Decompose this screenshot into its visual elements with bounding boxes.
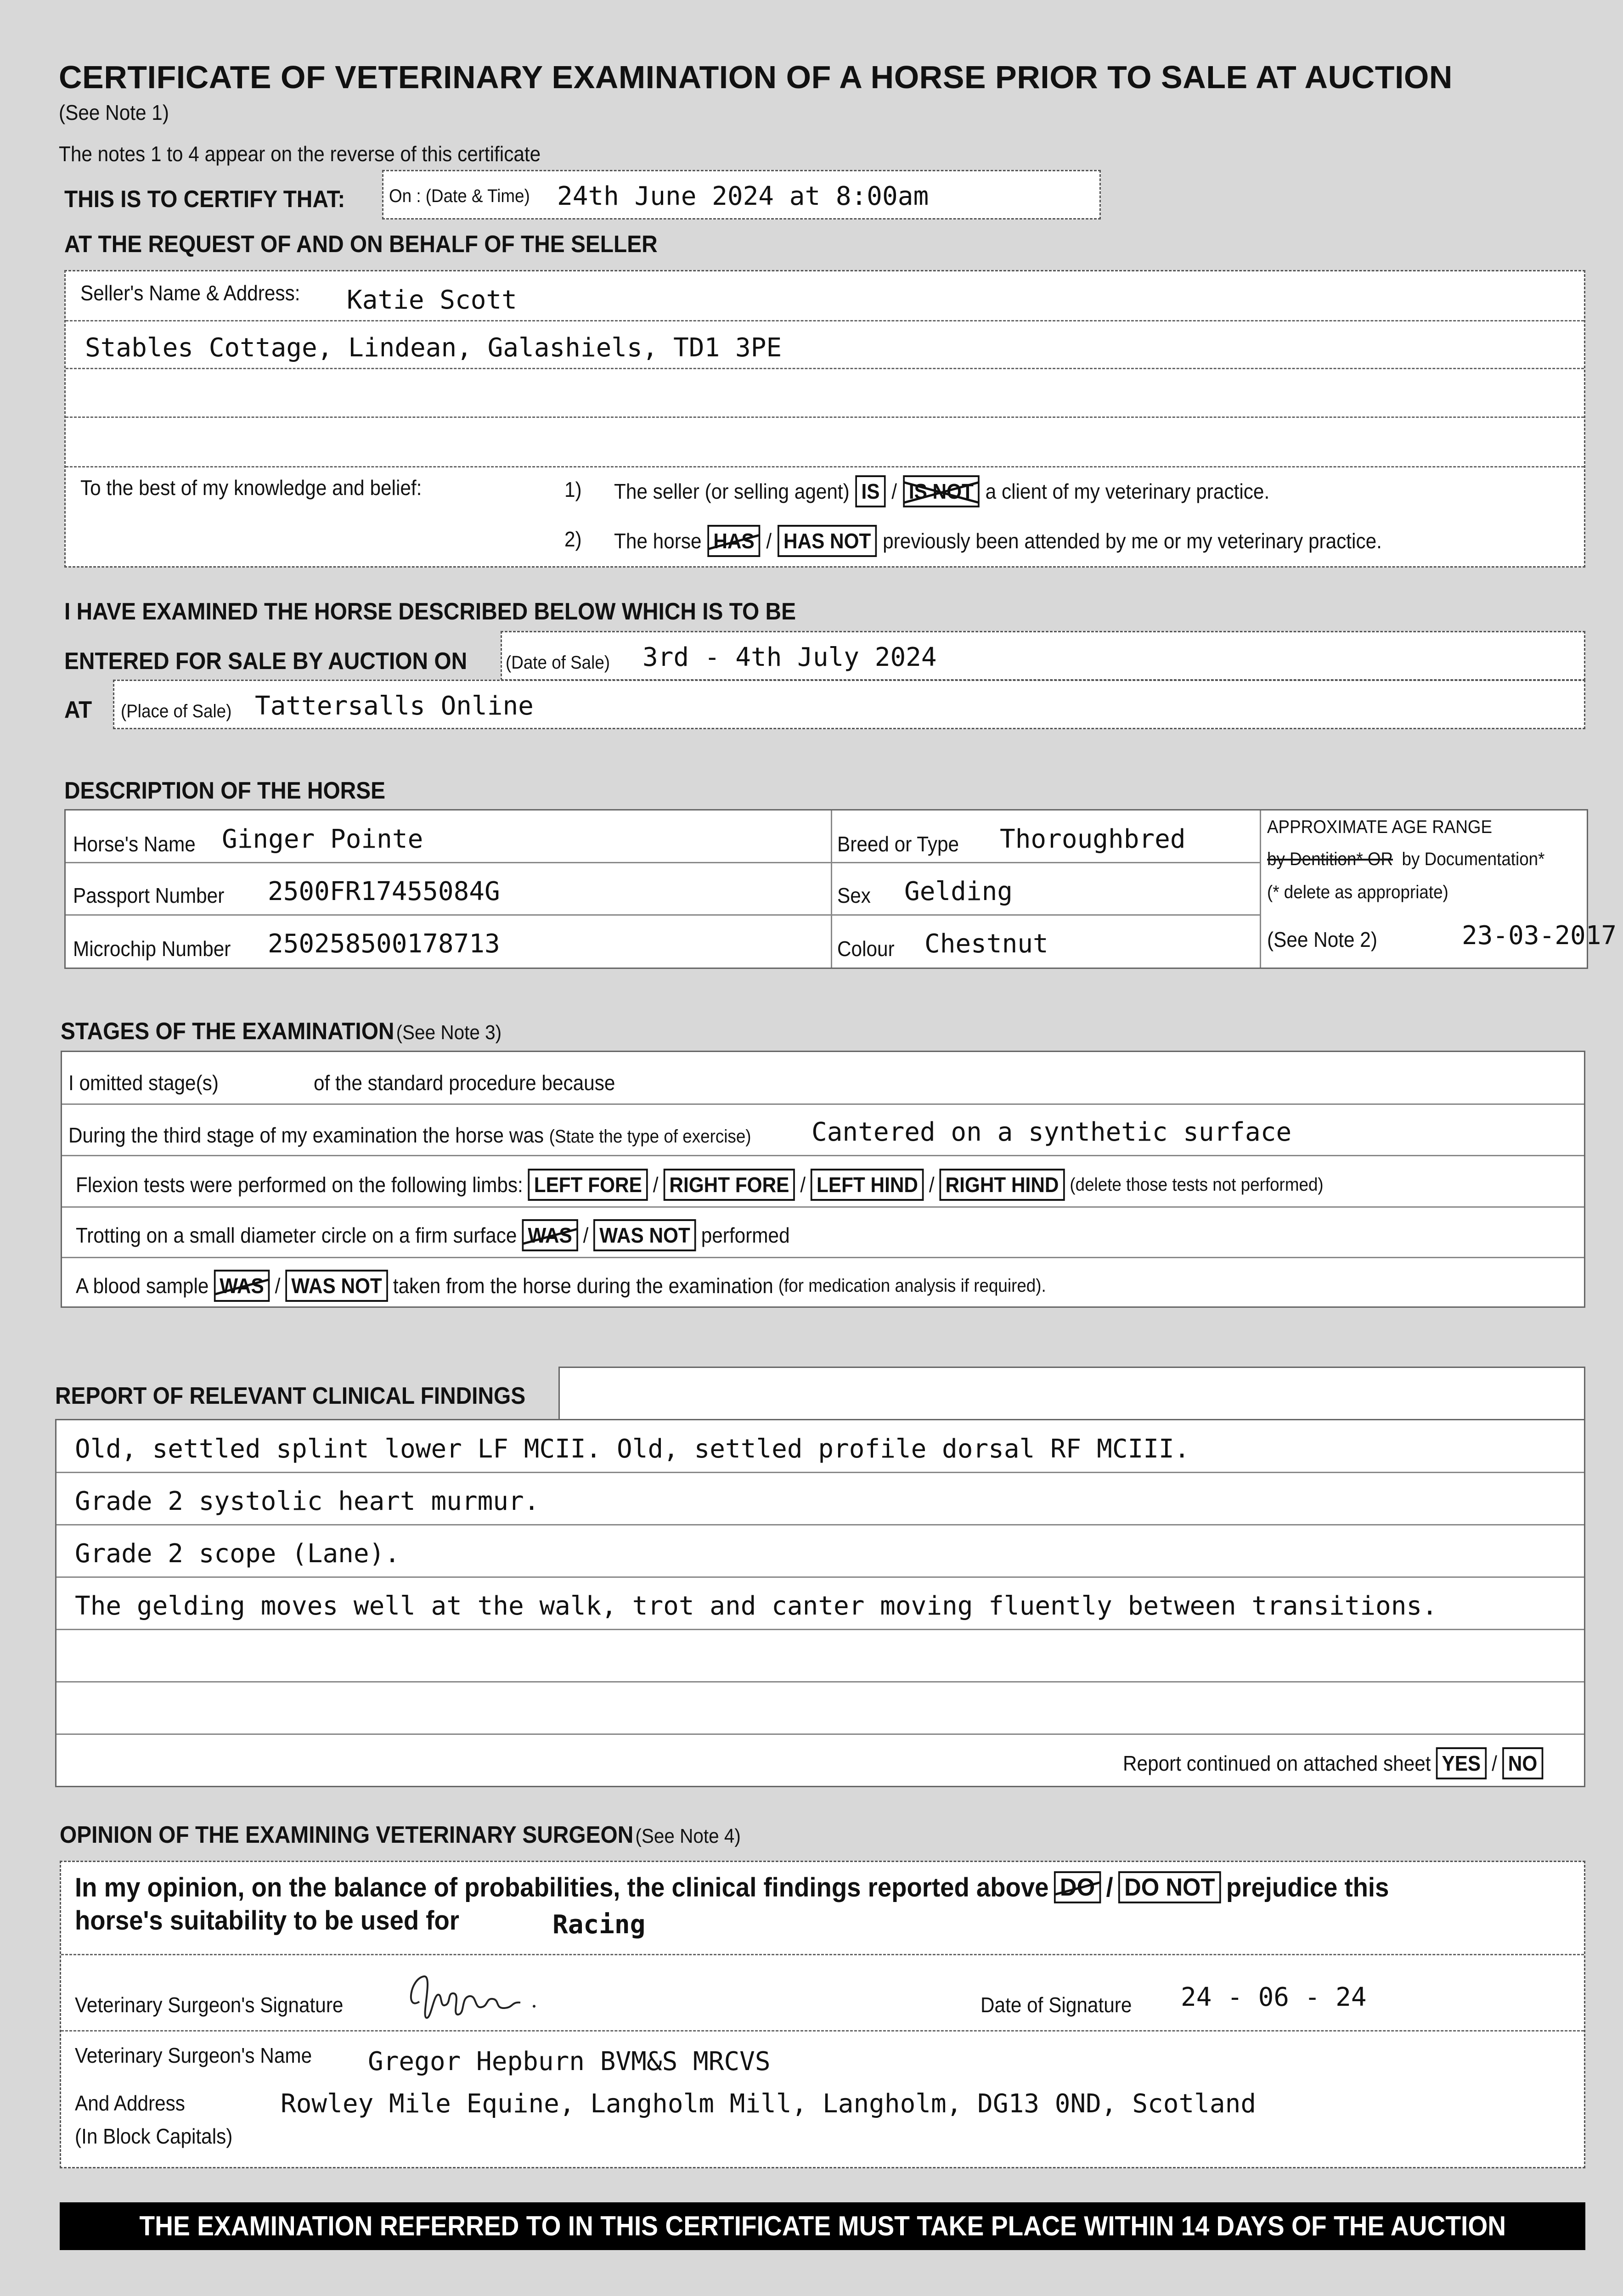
on-date-label: On : (Date & Time) [389, 186, 530, 206]
examined-label: I HAVE EXAMINED THE HORSE DESCRIBED BELOW WHICH IS TO BE [64, 598, 796, 625]
blood-separator: / [275, 1274, 281, 1298]
certify-label: THIS IS TO CERTIFY THAT: [64, 186, 345, 213]
signature-label: Veterinary Surgeon's Signature [75, 1993, 344, 2017]
flexion-left-hind[interactable]: LEFT HIND [811, 1169, 924, 1201]
horse-has-not-option[interactable]: HAS NOT [778, 525, 877, 557]
seller-address-line-1[interactable]: Stables Cottage, Lindean, Galashiels, TD1 3PE [85, 333, 782, 363]
flexion-label: Flexion tests were performed on the following limbs: [76, 1173, 523, 1197]
third-stage-value[interactable]: Cantered on a synthetic surface [812, 1117, 1292, 1147]
blood-suffix: taken from the horse during the examination [393, 1274, 773, 1298]
third-stage-hint: (State the type of exercise) [549, 1126, 751, 1147]
certificate-title: CERTIFICATE OF VETERINARY EXAMINATION OF A HORSE PRIOR TO SALE AT AUCTION [59, 59, 1453, 95]
colour-value[interactable]: Chestnut [924, 929, 1048, 959]
exam-datetime-value: 24th June 2024 at 8:00am [557, 181, 929, 211]
opinion-section-title: OPINION OF THE EXAMINING VETERINARY SURGEON [60, 1822, 634, 1848]
age-by-documentation[interactable]: by Documentation* [1402, 849, 1545, 869]
item1-suffix: a client of my veterinary practice. [985, 479, 1270, 503]
item1-prefix: The seller (or selling agent) [614, 479, 850, 503]
flexion-right-hind[interactable]: RIGHT HIND [940, 1169, 1065, 1201]
vet-address-sub: (In Block Capitals) [75, 2124, 233, 2148]
sale-date-label: (Date of Sale) [506, 653, 610, 673]
age-range-title: APPROXIMATE AGE RANGE [1267, 817, 1493, 837]
report-continued-separator: / [1492, 1751, 1497, 1775]
stages-see-note: (See Note 3) [396, 1021, 502, 1044]
trotting-separator: / [583, 1223, 589, 1247]
vet-address-label: And Address [75, 2091, 185, 2115]
trotting-row [76, 1219, 790, 1251]
age-see-note: (See Note 2) [1267, 928, 1377, 951]
signature-date-value[interactable]: 24 - 06 - 24 [1181, 1982, 1367, 2012]
item2-number: 2) [564, 527, 582, 551]
omitted-label: I omitted stage(s) [68, 1071, 219, 1095]
footer-banner [60, 2202, 1585, 2250]
item1-row [614, 475, 1269, 507]
trotting-label: Trotting on a small diameter circle on a firm surface [76, 1223, 517, 1247]
report-continued-label: Report continued on attached sheet [1123, 1751, 1431, 1775]
horse-name-value[interactable]: Ginger Pointe [222, 824, 423, 854]
passport-value[interactable]: 2500FR17455084G [268, 877, 500, 906]
horse-has-option[interactable]: HAS [707, 525, 760, 557]
sale-date-value: 3rd - 4th July 2024 [642, 642, 937, 672]
omitted-reason-label: of the standard procedure because [314, 1071, 615, 1095]
report-line-4[interactable]: The gelding moves well at the walk, trot and canter moving fluently between transitions. [75, 1591, 1437, 1621]
seller-block [64, 270, 1585, 568]
item2-separator: / [766, 529, 772, 553]
blood-label: A blood sample [76, 1274, 209, 1298]
opinion-statement-prefix: In my opinion, on the balance of probabilities, the clinical findings reported above [75, 1872, 1049, 1902]
knowledge-label: To the best of my knowledge and belief: [80, 476, 422, 500]
sex-label: Sex [837, 884, 871, 907]
breed-value[interactable]: Thoroughbred [1000, 824, 1186, 854]
sale-place-value: Tattersalls Online [255, 691, 534, 721]
microchip-value[interactable]: 250258500178713 [268, 929, 500, 959]
request-label: AT THE REQUEST OF AND ON BEHALF OF THE SELLER [64, 231, 658, 258]
horse-name-label: Horse's Name [73, 832, 196, 856]
trotting-was-option[interactable]: WAS [522, 1219, 578, 1251]
notes-line: The notes 1 to 4 appear on the reverse of this certificate [59, 142, 541, 166]
sale-date-field[interactable] [501, 631, 1585, 681]
sex-value[interactable]: Gelding [904, 877, 1013, 906]
third-stage-label: During the third stage of my examination the horse was [68, 1123, 544, 1147]
horse-section-title: DESCRIPTION OF THE HORSE [64, 777, 386, 804]
age-method-row [1267, 849, 1544, 870]
opinion-separator: / [1106, 1872, 1113, 1902]
report-continued-yes[interactable]: YES [1436, 1747, 1487, 1779]
report-section-title: REPORT OF RELEVANT CLINICAL FINDINGS [55, 1383, 526, 1409]
opinion-title-row [60, 1821, 741, 1849]
item1-separator: / [891, 479, 897, 503]
seller-name-label: Seller's Name & Address: [80, 281, 300, 305]
flexion-note: (delete those tests not performed) [1070, 1174, 1324, 1195]
signature-mark[interactable] [401, 1970, 552, 2025]
title-see-note: (See Note 1) [59, 101, 169, 124]
flexion-left-fore[interactable]: LEFT FORE [528, 1169, 648, 1201]
passport-label: Passport Number [73, 884, 225, 907]
item2-row [614, 525, 1382, 557]
report-line-2[interactable]: Grade 2 systolic heart murmur. [75, 1486, 540, 1516]
colour-label: Colour [837, 937, 895, 961]
opinion-statement-row [75, 1871, 1389, 1903]
microchip-label: Microchip Number [73, 937, 231, 961]
age-value[interactable]: 23-03-2017 [1462, 921, 1617, 951]
report-line-3[interactable]: Grade 2 scope (Lane). [75, 1539, 400, 1569]
blood-note: (for medication analysis if required). [778, 1275, 1046, 1296]
vet-name-label: Veterinary Surgeon's Name [75, 2043, 312, 2067]
exam-datetime-field[interactable] [382, 170, 1101, 219]
breed-label: Breed or Type [837, 832, 959, 856]
sale-place-label: (Place of Sale) [121, 701, 232, 721]
trotting-suffix: performed [701, 1223, 790, 1247]
report-continued-row [1123, 1747, 1543, 1779]
seller-name-value[interactable]: Katie Scott [347, 285, 517, 315]
age-delete-note: (* delete as appropriate) [1267, 882, 1448, 902]
age-by-dentition[interactable]: by Dentition* OR [1267, 849, 1393, 869]
sale-place-field[interactable] [113, 680, 1585, 729]
flexion-sep-2: / [800, 1173, 806, 1197]
item2-prefix: The horse [614, 529, 702, 553]
opinion-statement-line2: horse's suitability to be used for [75, 1906, 459, 1936]
item1-number: 1) [564, 478, 582, 501]
intended-use-value[interactable]: Racing [552, 1910, 646, 1940]
vet-address-value[interactable]: Rowley Mile Equine, Langholm Mill, Langholm, DG13 0ND, Scotland [281, 2089, 1257, 2119]
vet-name-value[interactable]: Gregor Hepburn BVM&S MRCVS [368, 2047, 771, 2077]
stages-section-title: STAGES OF THE EXAMINATION [61, 1018, 394, 1045]
flexion-right-fore[interactable]: RIGHT FORE [664, 1169, 795, 1201]
footer-banner-text: THE EXAMINATION REFERRED TO IN THIS CERTIFICATE MUST TAKE PLACE WITHIN 14 DAYS OF THE AUCTION [139, 2211, 1506, 2241]
flexion-sep-1: / [653, 1173, 659, 1197]
entered-label: ENTERED FOR SALE BY AUCTION ON [64, 648, 468, 675]
third-stage-row [68, 1123, 751, 1148]
stages-title-row [61, 1018, 502, 1045]
flexion-sep-3: / [929, 1173, 935, 1197]
report-continued-no[interactable]: NO [1502, 1747, 1543, 1779]
opinion-statement-suffix: prejudice this [1226, 1872, 1389, 1902]
client-is-not-option[interactable]: IS NOT [903, 475, 980, 507]
opinion-block [60, 1861, 1585, 2168]
trotting-was-not-option[interactable]: WAS NOT [593, 1219, 696, 1251]
opinion-do-not-option[interactable]: DO NOT [1118, 1871, 1221, 1903]
item2-suffix: previously been attended by me or my veterinary practice. [883, 529, 1382, 553]
report-table [55, 1419, 1585, 1787]
opinion-do-option[interactable]: DO [1054, 1871, 1101, 1903]
blood-row [76, 1270, 1046, 1302]
client-is-option[interactable]: IS [856, 475, 886, 507]
at-label: AT [64, 697, 92, 723]
opinion-see-note: (See Note 4) [635, 1825, 741, 1847]
blood-was-not-option[interactable]: WAS NOT [285, 1270, 388, 1302]
flexion-row [76, 1169, 1324, 1201]
blood-was-option[interactable]: WAS [214, 1270, 270, 1302]
signature-date-label: Date of Signature [981, 1993, 1132, 2017]
horse-description-table [64, 809, 1617, 969]
report-title-field [558, 1367, 1585, 1421]
report-line-1[interactable]: Old, settled splint lower LF MCII. Old, settled profile dorsal RF MCIII. [75, 1434, 1190, 1464]
stages-table [61, 1051, 1585, 1308]
